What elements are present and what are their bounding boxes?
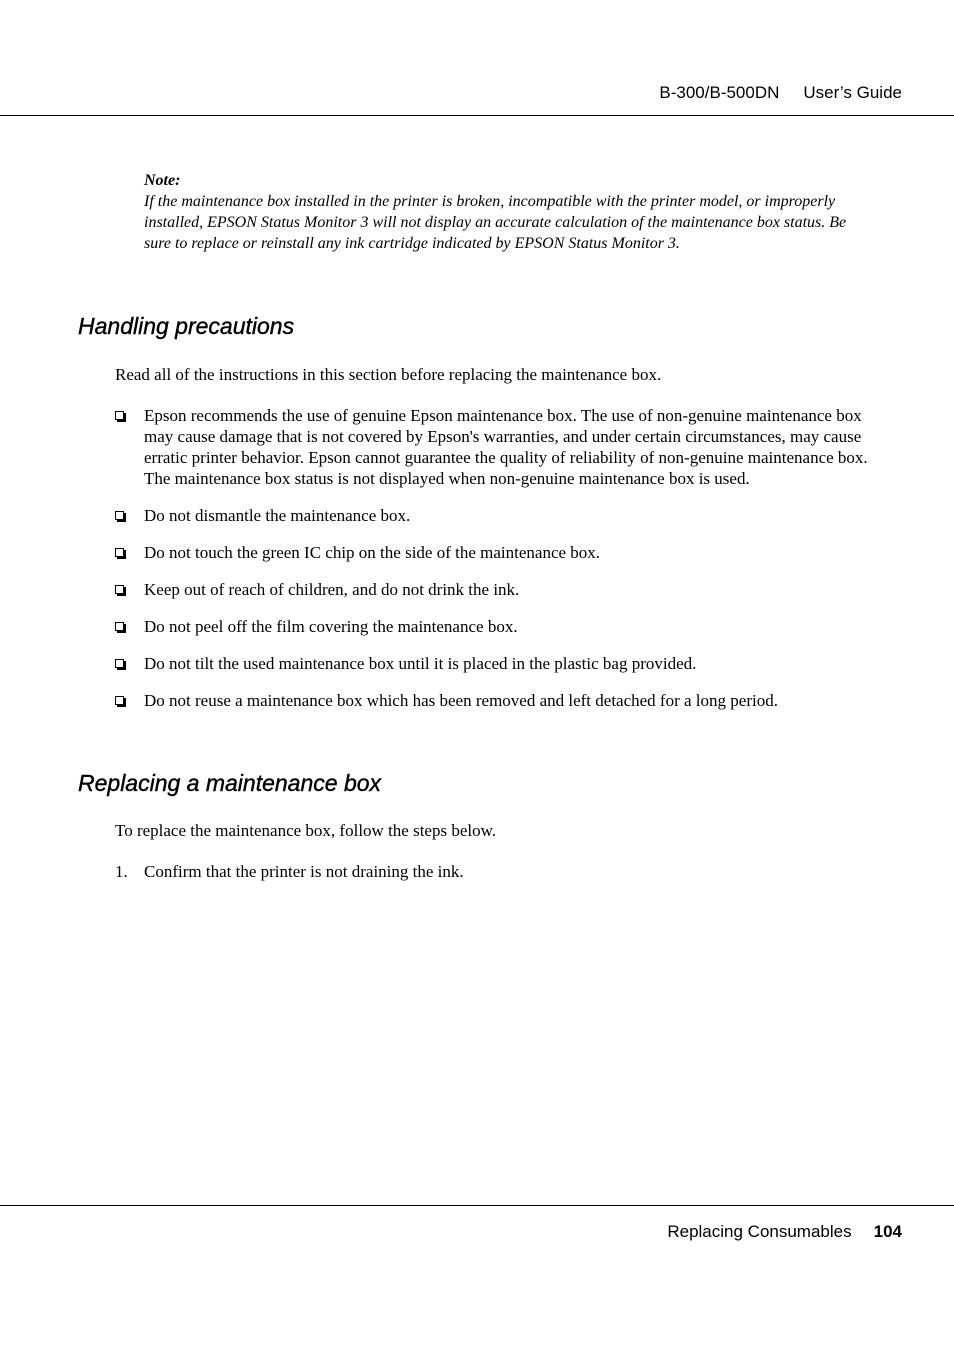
list-item-text: Do not dismantle the maintenance box.	[144, 506, 411, 525]
list-item-text: Keep out of reach of children, and do not drink the ink.	[144, 580, 520, 599]
header-model: B-300/B-500DN	[659, 83, 780, 102]
step-text: Confirm that the printer is not draining the ink.	[144, 862, 464, 881]
header-rule	[0, 115, 954, 116]
replacing-intro: To replace the maintenance box, follow the steps below.	[115, 821, 497, 840]
list-item-text: Epson recommends the use of genuine Epson maintenance box. The use of non-genuine maintenance box may cause damage that is not covered by Epson's warranties, and under certain circumstances, may cause erratic printer behavior. Epson cannot guarantee the quality of reliability of non-genuine maintenance box. The maintenance box status is not displayed when non-genuine maintenance box is used.	[144, 406, 868, 488]
footer-rule	[0, 1205, 954, 1206]
note-block	[144, 170, 874, 254]
page-footer	[667, 1222, 902, 1242]
checkbox-bullet-icon	[115, 622, 124, 631]
checkbox-bullet-icon	[115, 585, 124, 594]
step-item	[115, 861, 464, 882]
page-number: 104	[873, 1222, 902, 1241]
step-number: 1.	[115, 862, 128, 881]
precautions-list	[115, 405, 885, 727]
handling-intro: Read all of the instructions in this section before replacing the maintenance box.	[115, 365, 662, 384]
checkbox-bullet-icon	[115, 548, 124, 557]
checkbox-bullet-icon	[115, 696, 124, 705]
section-title-handling-precautions: Handling precautions	[78, 313, 295, 339]
header-guide-title: User’s Guide	[803, 83, 902, 102]
checkbox-bullet-icon	[115, 659, 124, 668]
list-item	[115, 505, 885, 526]
list-item	[115, 653, 885, 674]
list-item	[115, 542, 885, 563]
list-item	[115, 579, 885, 600]
list-item-text: Do not tilt the used maintenance box until it is placed in the plastic bag provided.	[144, 654, 697, 673]
page-header	[659, 83, 902, 103]
note-label: Note:	[144, 172, 181, 189]
list-item	[115, 690, 885, 711]
note-text: If the maintenance box installed in the printer is broken, incompatible with the printer model, or improperly installed, EPSON Status Monitor 3 will not display an accurate calculation of the maintenance box status. Be sure to replace or reinstall any ink cartridge indicated by EPSON Status Monitor 3.	[144, 193, 847, 252]
footer-section-title: Replacing Consumables	[667, 1222, 852, 1241]
checkbox-bullet-icon	[115, 411, 124, 420]
list-item	[115, 616, 885, 637]
section-title-replacing-maintenance-box: Replacing a maintenance box	[78, 770, 382, 796]
list-item-text: Do not peel off the film covering the maintenance box.	[144, 617, 518, 636]
list-item-text: Do not touch the green IC chip on the side of the maintenance box.	[144, 543, 601, 562]
checkbox-bullet-icon	[115, 511, 124, 520]
list-item	[115, 405, 885, 489]
list-item-text: Do not reuse a maintenance box which has been removed and left detached for a long period.	[144, 691, 778, 710]
